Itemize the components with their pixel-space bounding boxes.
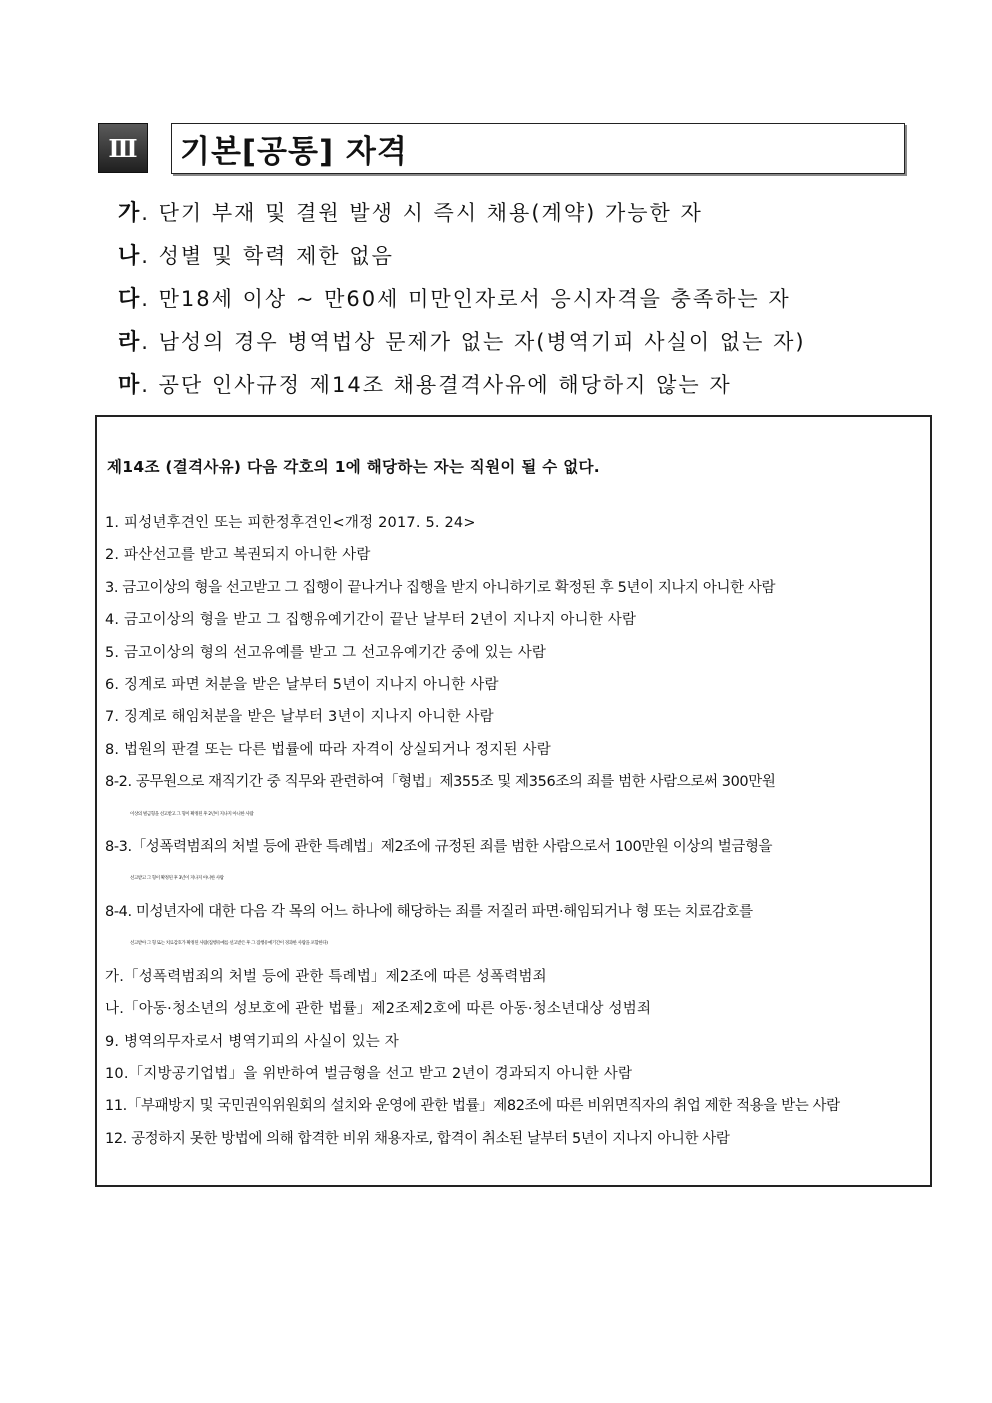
disqualification-item [105, 604, 925, 636]
disqualification-item [105, 1058, 925, 1090]
requirement-text: . 만18세 이상 ~ 만60세 미만인자로서 응시자격을 충족하는 자 [141, 286, 791, 311]
item-line: 4. 금고이상의 형을 받고 그 집행유예기간이 끝난 날부터 2년이 지나지 아니한 사람 [105, 612, 637, 629]
item-continuation: 이상의 벌금형을 선고받고 그 형이 확정된 후 2년이 지나지 아니한 사람 [130, 811, 254, 817]
item-line: 11.「부패방지 및 국민권익위원회의 설치와 운영에 관한 법률」제82조에 따른 비위면직자의 취업 제한 적용을 받는 사람 [105, 1098, 840, 1115]
requirement-item [118, 233, 918, 276]
requirement-item [118, 362, 918, 405]
disqualification-item [105, 507, 925, 539]
item-line: 8-3.「성폭력범죄의 처벌 등에 관한 특례법」제2조에 규정된 죄를 범한 사람으로서 100만원 이상의 벌금형을 [105, 839, 773, 856]
requirement-mark: 다 [118, 287, 142, 312]
section-number-badge: Ⅲ [98, 123, 148, 173]
item-line: 12. 공정하지 못한 방법에 의해 합격한 비위 채용자로, 합격이 취소된 날부터 5년이 지나지 아니한 사람 [105, 1130, 730, 1147]
section-title-text: 기본[공통] 자격 [180, 134, 408, 170]
disqualification-item [105, 961, 925, 993]
disqualification-item [105, 993, 925, 1025]
requirement-item [118, 276, 918, 319]
requirement-mark: 가 [118, 201, 142, 226]
item-line: 8. 법원의 판결 또는 다른 법률에 따라 자격이 상실되거나 정지된 사람 [105, 741, 551, 758]
item-line: 9. 병역의무자로서 병역기피의 사실이 있는 자 [105, 1033, 400, 1050]
disqualification-item [105, 1026, 925, 1058]
disqualification-item [105, 896, 925, 961]
item-line: 6. 징계로 파면 처분을 받은 날부터 5년이 지나지 아니한 사람 [105, 677, 499, 694]
item-line: 3. 금고이상의 형을 선고받고 그 집행이 끝나거나 집행을 받지 아니하기로 확정된 후 5년이 지나지 아니한 사람 [105, 579, 776, 596]
disqualification-item [105, 734, 925, 766]
item-line: 8-2. 공무원으로 재직기간 중 직무와 관련하여「형법」제355조 및 제356조의 죄를 범한 사람으로써 300만원 [105, 774, 776, 791]
requirement-mark: 라 [118, 330, 142, 355]
item-line: 2. 파산선고를 받고 복권되지 아니한 사람 [105, 547, 371, 564]
requirement-mark: 나 [118, 244, 142, 269]
disqualification-box [95, 415, 932, 1187]
requirement-text: . 남성의 경우 병역법상 문제가 없는 자(병역기피 사실이 없는 자) [141, 329, 806, 354]
disqualification-item [105, 766, 925, 831]
disqualification-item [105, 831, 925, 896]
disqualification-list [105, 507, 925, 1155]
disqualification-item [105, 572, 925, 604]
disqualification-item [105, 1090, 925, 1122]
item-line: 5. 금고이상의 형의 선고유예를 받고 그 선고유예기간 중에 있는 사람 [105, 644, 547, 661]
disqualification-item [105, 637, 925, 669]
requirement-item [118, 190, 918, 233]
item-line: 10.「지방공기업법」을 위반하여 벌금형을 선고 받고 2년이 경과되지 아니한 사람 [105, 1065, 633, 1082]
disqualification-heading: 제14조 (결격사유) 다음 각호의 1에 해당하는 자는 직원이 될 수 없다. [107, 458, 600, 476]
item-continuation: 선고받고 그 형이 확정된 후 3년이 지나지 아니한 사람 [130, 876, 224, 882]
disqualification-item [105, 701, 925, 733]
requirement-text: . 단기 부재 및 결원 발생 시 즉시 채용(계약) 가능한 자 [141, 200, 703, 225]
requirement-text: . 공단 인사규정 제14조 채용결격사유에 해당하지 않는 자 [141, 372, 732, 397]
item-line: 나.「아동·청소년의 성보호에 관한 법률」제2조제2호에 따른 아동·청소년대상 성범죄 [105, 1001, 652, 1018]
item-line: 가.「성폭력범죄의 처벌 등에 관한 특례법」제2조에 따른 성폭력범죄 [105, 968, 547, 985]
requirement-item [118, 319, 918, 362]
disqualification-item [105, 539, 925, 571]
item-continuation: 선고받아 그 형 또는 치료감호가 확정된 사람(집행유예를 선고받은 후 그 집행유예기간이 경과한 사람을 포함한다) [130, 941, 328, 947]
requirement-text: . 성별 및 학력 제한 없음 [141, 243, 394, 268]
item-line: 8-4. 미성년자에 대한 다음 각 목의 어느 하나에 해당하는 죄를 저질러 파면·해임되거나 형 또는 치료감호를 [105, 903, 753, 920]
requirement-mark: 마 [118, 373, 142, 398]
item-line: 7. 징계로 해임처분을 받은 날부터 3년이 지나지 아니한 사람 [105, 709, 494, 726]
disqualification-item [105, 669, 925, 701]
requirements-list [118, 190, 918, 405]
item-line: 1. 피성년후견인 또는 피한정후견인<개정 2017. 5. 24> [105, 515, 476, 531]
section-title [171, 123, 905, 174]
disqualification-item [105, 1123, 925, 1155]
